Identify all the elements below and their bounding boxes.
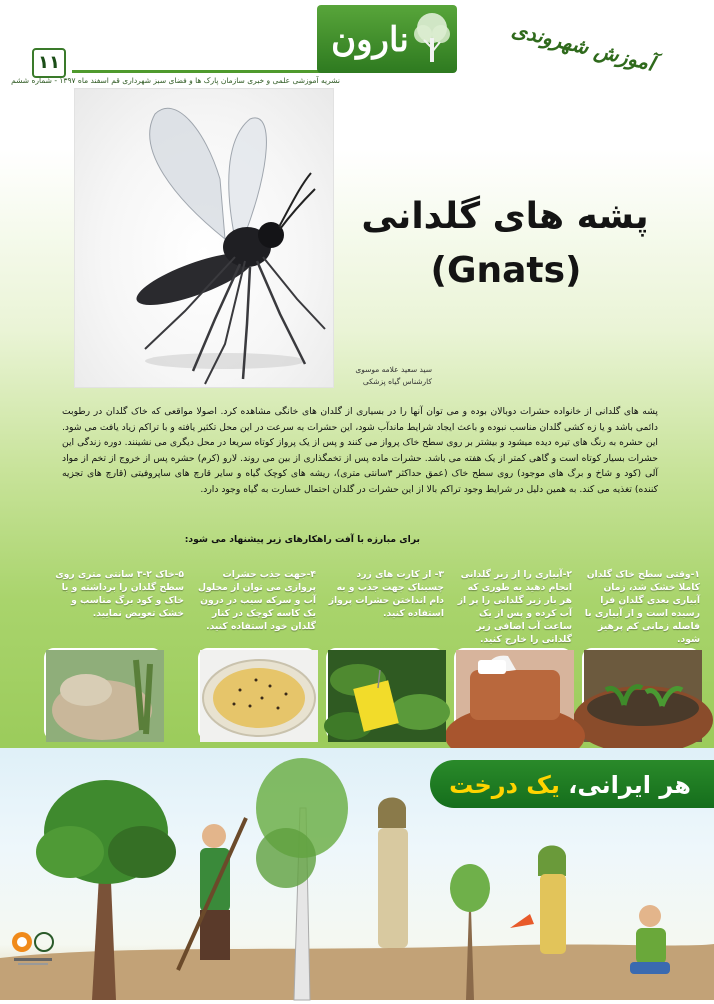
tip-5-image	[44, 648, 162, 740]
campaign-slogan	[440, 764, 700, 806]
tip-2-image	[454, 648, 572, 740]
caption-author: سید سعید علامه موسوی	[355, 365, 432, 374]
photo-caption	[336, 364, 432, 388]
tip-4: ۴-جهت جذب حشرات پروازی می توان از محلول آب و سرکه سیب در درون یک کاسه کوچک در کنار گلدان خود استفاده کنید.	[198, 569, 316, 632]
slogan-part-2: یک درخت	[449, 771, 560, 799]
tip-5: ۵-خاک ۲-۳ سانتی متری روی سطح گلدان را برداشته و با خاک و کود برگ مناسب و خشک تعویض نمایید.	[55, 569, 184, 619]
tip-3: ۳- از کارت های زرد چسبناک جهت جذب و به دام انداختن حشرات پرواز استفاده کنید.	[328, 569, 444, 619]
article-body: پشه های گلدانی از خانواده حشرات دوبالان بوده و می توان آنها را در بسیاری از گلدان های خانگی مشاهده کرد. اصولا مواقعی که خاک گلدان در رطوبت دائمی باشد و یا زه کشی گلدان مناسب نبوده و باعث ایجاد شرایط ماندآب شود، این حشرات به سرعت در این محل تکثیر یافته و با تراکم زیاد یافت می شود. این حشره به رنگ های تیره دیده میشود و بیشتر بر روی سطح خاک پرواز می کنند و پس از یک پرواز کوتاه سریعا در محل دیگری می نشینند. دوره زندگی این حشرات بسیار کوتاه است و گاهی کمتر از یک هفته می باشد. حشرات ماده پس از تخمگذاری از بین می روند. لارو (کرم) حشره پس از خروج از تخم از مواد آلی (کود و شاخ و برگ های موجود) روی سطح خاک (عمق حداکثر ۳سانتی متری)، ریشه های کوچک گیاه و سایر قارچ های ساپروفیتی (قارچ های تجزیه کننده) تغذیه می کند. به همین دلیل در شرایط وجود تراکم بالا از این حشرات در گلدان احتمال خسارت به گیاه وجود دارد.	[62, 406, 658, 495]
caption-role: کارشناس گیاه پزشکی	[362, 377, 432, 386]
tip-2: ۲-آبیاری را از زیر گلدانی انجام دهید به طوری که هر بار زیر گلدانی را پر از آب کرده و پس از یک ساعت آب اضافی زیر گلدانی را خارج کنید.	[457, 569, 572, 645]
municipality-logo-icon	[10, 928, 56, 968]
issue-info: نشریه آموزشی علمی و خبری سازمان پارک ها و فضای سبز شهرداری قم اسفند ماه ۱۳۹۷ - شماره ششم	[11, 76, 340, 85]
slogan-part-1: هر ایرانی،	[568, 771, 691, 799]
gnat-photo	[74, 88, 334, 388]
article-subtitle: (Gnats)	[430, 250, 582, 291]
page-number: ۱۱	[32, 48, 66, 78]
tree-logo-icon	[410, 8, 454, 68]
tip-1-image	[582, 648, 700, 740]
tip-4-image	[198, 648, 316, 740]
header-rule	[72, 70, 332, 73]
magazine-name: نارون	[331, 20, 409, 60]
article-title: پشه های گلدانی	[361, 196, 649, 237]
tip-1: ۱-وقتی سطح خاک گلدان کاملا خشک شد، زمان آبیاری بعدی گلدان فرا رسیده است و از آبیاری با فاصله زمانی کم پرهیز شود.	[584, 569, 700, 645]
section-title: آموزش شهروندی	[509, 17, 657, 76]
tip-3-image	[326, 648, 444, 740]
tips-intro: برای مبارزه با آفت راهکارهای زیر پیشنهاد می شود:	[184, 534, 420, 545]
